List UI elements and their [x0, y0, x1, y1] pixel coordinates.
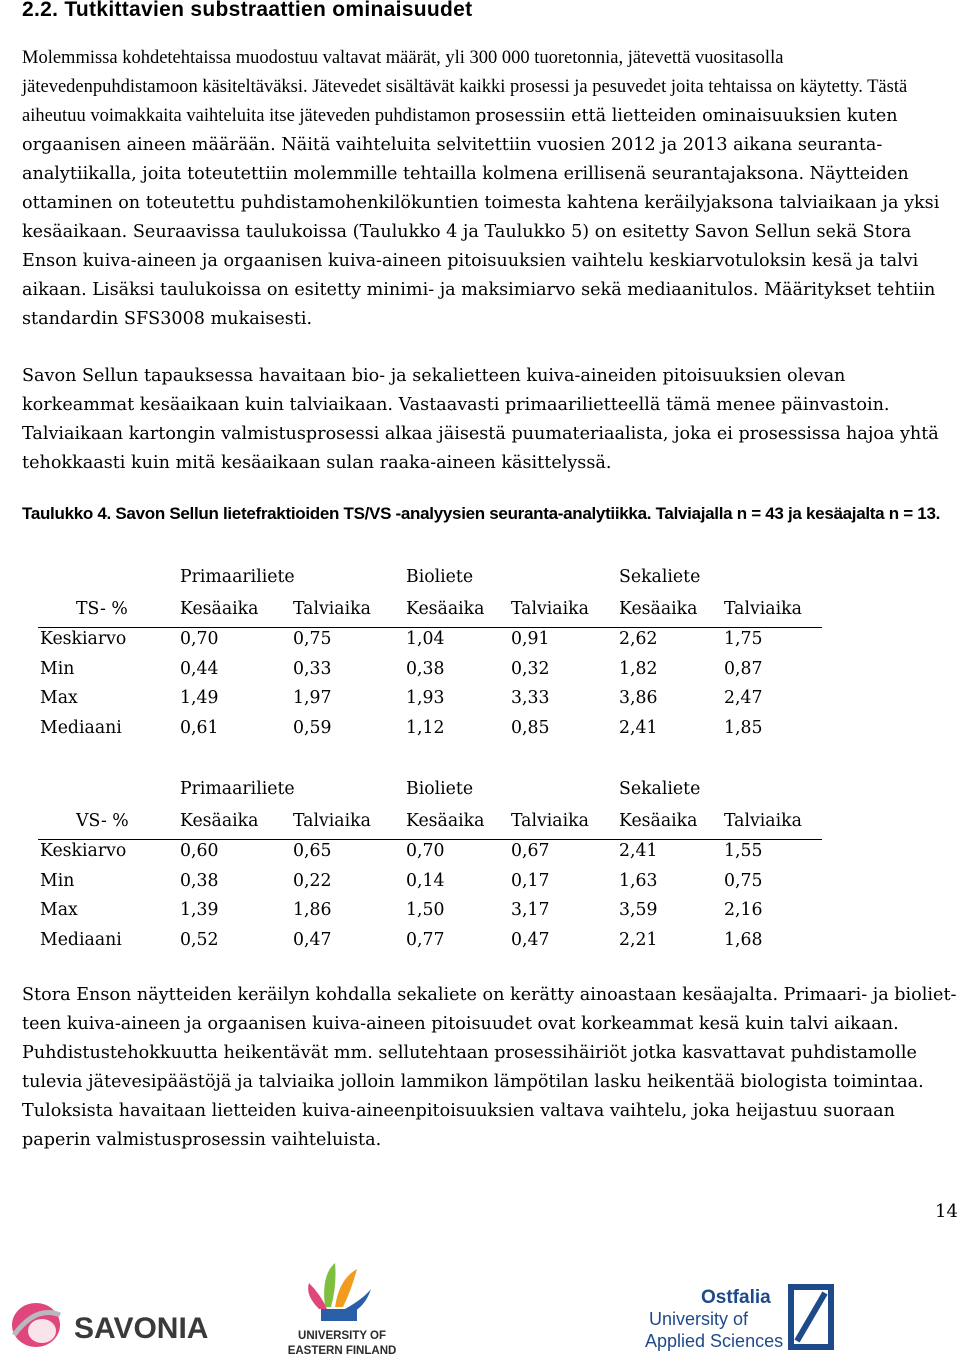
table-cell: 3,33 [511, 688, 550, 708]
table-cell: 2,41 [619, 717, 658, 738]
group-header: Primaariliete [180, 779, 295, 799]
table-cell: 0,32 [511, 658, 550, 679]
column-header: Kesäaika [619, 599, 698, 619]
table-cell: 0,38 [180, 870, 219, 891]
column-header: Talviaika [293, 811, 371, 831]
section-heading: 2.2. Tutkittavien substraattien ominaisuudet [22, 0, 473, 21]
savonia-logo [8, 1295, 208, 1355]
table-label: TS- % [76, 599, 128, 619]
table-cell: 1,49 [180, 688, 219, 708]
table-cell: 1,93 [406, 688, 445, 708]
table-cell: 3,86 [619, 688, 658, 708]
paragraph-stora-enso: Stora Enson näytteiden keräilyn kohdalla sekaliete on kerätty ainoastaan kesäajalta. Primaari- ja biolietteen kuiva-aineen ja orgaanisen kuiva-aineen pitoisuudet ovat korkeammat kesä kuin talvi aikaan. Puhdistustehokkuutta heikentävät mm. sellutehtaan prosessihäiriöt jotka kasvattavat puhdistamolle tulevia jätevesipäästöjä ja talviaika jolloin lammikon lämpötilan lasku heikentää biologista toimintaa. Tuloksista havaitaan lietteiden kuiva-aineenpitoisuuksien valtava vaihtelu, joka heijastuu suoraan paperin valmistusprosessin vaihteluista. [22, 985, 957, 1150]
table-cell: 0,59 [293, 717, 332, 738]
table-cell: 0,47 [293, 929, 332, 950]
ostfalia-line2: University of [649, 1309, 749, 1329]
table-cell: 3,17 [511, 900, 550, 920]
table-label: VS- % [76, 811, 129, 831]
column-header: Kesäaika [180, 599, 259, 619]
column-header: Talviaika [724, 599, 802, 619]
table-cell: 1,04 [406, 629, 445, 649]
column-header: Talviaika [293, 599, 371, 619]
row-label: Min [40, 870, 75, 891]
group-header: Bioliete [406, 779, 474, 799]
column-header: Kesäaika [406, 599, 485, 619]
column-header: Talviaika [511, 599, 589, 619]
table-caption: Taulukko 4. Savon Sellun lietefraktioiden TS/VS -analyysien seuranta-analytiikka. Talviajalla n = 43 ja kesäajalta n = 13. [22, 504, 941, 523]
ostfalia-logo [643, 1283, 843, 1353]
column-header: Kesäaika [619, 811, 698, 831]
row-label: Mediaani [40, 929, 122, 950]
column-header: Talviaika [511, 811, 589, 831]
paragraph-intro-part2: prosessiin että lietteiden ominaisuuksien kuten orgaanisen aineen määrään. Näitä vaihteluita selvitettiin vuosien 2012 ja 2013 aikana seuranta-analytiikalla, joita toteutettiin molemmille tehtailla kolmena erillisenä seurantajaksona. Näytteiden ottaminen on toteutettu puhdistamohenkilökuntien toimesta kahtena keräilyjaksona talviaikaan ja yksi kesäaikaan. Seuraavissa taulukoissa (Taulukko 4 ja Taulukko 5) on esitetty Savon Sellun sekä Stora Enson kuiva-aineen ja orgaanisen kuiva-aineen pitoisuuksien vaihtelu keskiarvotuloksin kesä ja talvi aikaan. Lisäksi taulukoissa on esitetty minimi- ja maksimiarvo sekä mediaanitulos. Määritykset tehtiin standardin SFS3008 mukaisesti. [22, 106, 940, 329]
table-cell: 0,22 [293, 870, 332, 891]
page-number: 14 [935, 1201, 958, 1222]
paragraph-intro [22, 44, 957, 334]
group-header: Sekaliete [619, 779, 701, 799]
header-rule [38, 839, 822, 840]
table-cell: 0,87 [724, 658, 763, 679]
row-label: Min [40, 658, 75, 679]
row-label: Keskiarvo [40, 841, 127, 861]
column-header: Kesäaika [180, 811, 259, 831]
table-cell: 0,77 [406, 929, 445, 950]
paragraph-savon-sellu: Savon Sellun tapauksessa havaitaan bio- ja sekalietteen kuiva-aineiden pitoisuuksien olevan korkeammat kesäaikaan kuin talviaikaan. Vastaavasti primaarilietteellä tämä menee päinvastoin. Talviaikaan kartongin valmistusprosessi alkaa jäisestä puumateriaalista, joka ei prosessissa hajoa yhtä tehokkaasti kuin mitä kesäaikaan sulan raaka-aineen käsittelyssä. [22, 366, 939, 473]
table-cell: 0,75 [293, 629, 332, 649]
table-cell: 1,68 [724, 929, 763, 950]
row-label: Max [40, 688, 78, 708]
table-cell: 2,41 [619, 841, 658, 861]
table-cell: 1,75 [724, 629, 763, 649]
row-label: Mediaani [40, 717, 122, 738]
table-cell: 1,85 [724, 717, 763, 738]
table-cell: 0,52 [180, 929, 219, 950]
uef-logo [285, 1255, 400, 1357]
header-rule [38, 627, 822, 628]
table-cell: 3,59 [619, 900, 658, 920]
table-cell: 0,67 [511, 841, 550, 861]
table-cell: 0,75 [724, 870, 763, 891]
table-cell: 1,55 [724, 841, 763, 861]
ostfalia-line1: Ostfalia [701, 1287, 771, 1308]
savonia-emblem-icon [8, 1295, 208, 1355]
table-cell: 2,21 [619, 929, 658, 950]
table-cell: 0,65 [293, 841, 332, 861]
table-cell: 1,50 [406, 900, 445, 920]
column-header: Kesäaika [406, 811, 485, 831]
table-cell: 1,39 [180, 900, 219, 920]
table-cell: 0,44 [180, 658, 219, 679]
group-header: Bioliete [406, 567, 474, 587]
table-cell: 1,97 [293, 688, 332, 708]
table-cell: 0,33 [293, 658, 332, 679]
savonia-wordmark: SAVONIA [74, 1312, 208, 1345]
table-cell: 0,70 [180, 629, 219, 649]
row-label: Keskiarvo [40, 629, 127, 649]
table-cell: 0,85 [511, 717, 550, 738]
table-cell: 1,12 [406, 717, 445, 738]
table-cell: 0,14 [406, 870, 445, 891]
group-header: Sekaliete [619, 567, 701, 587]
table-cell: 0,17 [511, 870, 550, 891]
ostfalia-line3: Applied Sciences [645, 1331, 784, 1351]
table-cell: 1,63 [619, 870, 658, 891]
paragraph-intro-part1: Molemmissa kohdetehtaissa muodostuu valtavat määrät, yli 300 000 tuoretonnia, jätevettä vuositasolla jätevedenpuhdistamoon käsiteltäväksi. Jätevedet sisältävät kaikki prosessi ja pesuvedet joita tehtaissa on käytetty. Tästä aiheutuu voimakkaita vaihteluita itse jäteveden puhdistamon [22, 48, 908, 126]
table-cell: 0,47 [511, 929, 550, 950]
table-cell: 0,60 [180, 841, 219, 861]
table-cell: 2,62 [619, 629, 658, 649]
table-cell: 0,70 [406, 841, 445, 861]
table-cell: 0,91 [511, 629, 550, 649]
group-header: Primaariliete [180, 567, 295, 587]
row-label: Max [40, 900, 78, 920]
table-cell: 2,47 [724, 688, 763, 708]
ostfalia-emblem-icon [643, 1283, 843, 1353]
table-cell: 1,86 [293, 900, 332, 920]
uef-line1: UNIVERSITY OF [298, 1330, 386, 1342]
table-cell: 1,82 [619, 658, 658, 679]
table-cell: 0,38 [406, 658, 445, 679]
table-cell: 0,61 [180, 717, 219, 738]
table-cell: 2,16 [724, 900, 763, 920]
uef-line2: EASTERN FINLAND [287, 1345, 397, 1357]
column-header: Talviaika [724, 811, 802, 831]
uef-emblem-icon [285, 1255, 400, 1357]
